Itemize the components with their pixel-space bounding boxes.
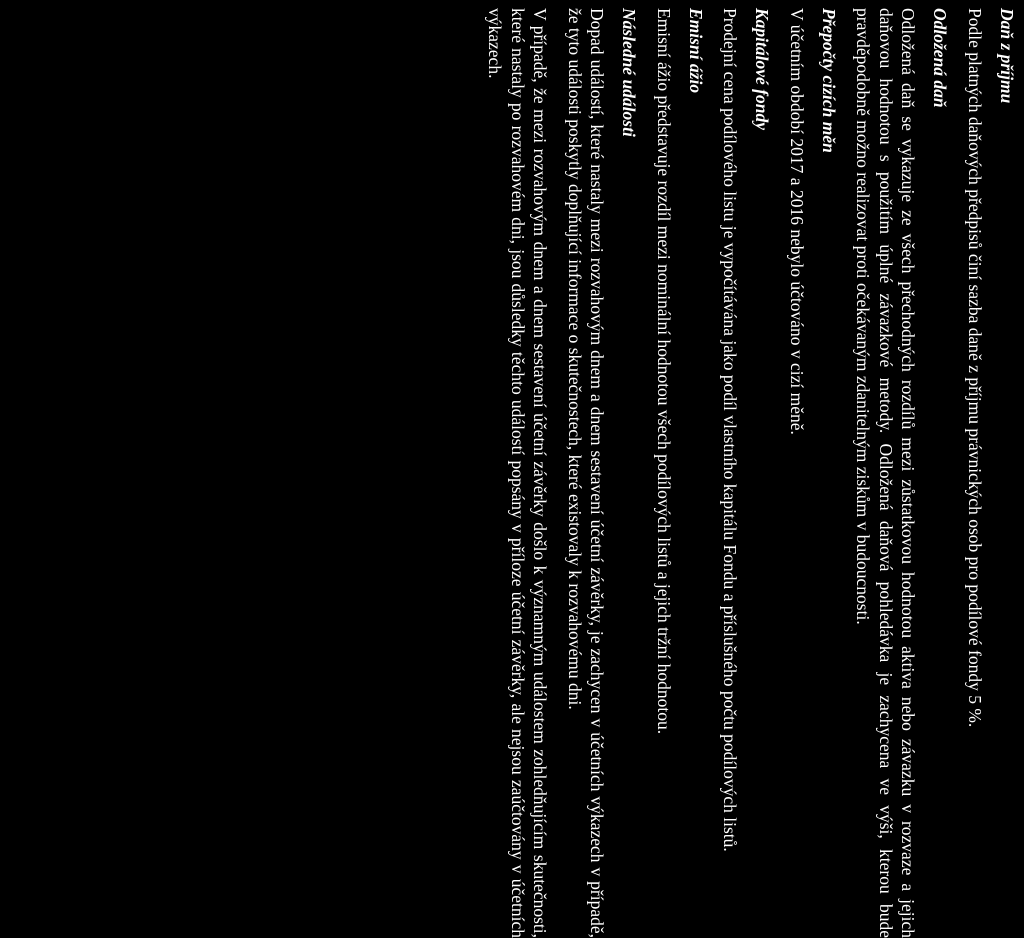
heading-subsequent-events: Následné události	[619, 8, 640, 137]
paragraph-subsequent-events-2: V případě, že mezi rozvahovým dnem a dnem sestavení účetní závěrky došlo k významným událostem zohledňujícím skutečnosti, které nastaly po rozvahovém dni, jsou důsledky těchto událostí popsány v příloze účetní závěrky, ale nejsou zaúčtovány v účetních výkazech.	[485, 8, 551, 938]
paragraph-currency-translation: V účetním období 2017 a 2016 nebylo účtováno v cizí měně.	[787, 8, 807, 435]
heading-deferred-tax: Odložená daň	[930, 8, 951, 108]
paragraph-income-tax: Podle platných daňových předpisů činí sazba daně z příjmu právnických osob pro podílové fondy 5 %.	[965, 8, 985, 728]
paragraph-share-premium: Emisní ážio představuje rozdíl mezi nominální hodnotou všech podílových listů a jejich tržní hodnotou.	[654, 8, 674, 735]
paragraph-subsequent-events: Dopad událostí, které nastaly mezi rozvahovým dnem a dnem sestavení účetní závěrky, je zachycen v účetních výkazech v případě, že tyto události poskytly doplňující informace o skutečnostech, které existovaly k rozvahovému dni.	[565, 8, 608, 938]
paragraph-deferred-tax: Odložená daň se vykazuje ze všech přechodných rozdílů mezi zůstatkovou hodnotou aktiva nebo závazku v rozvaze a jejich daňovou hodnotou s použitím úplné závazkové metody. Odložená daňová pohledávka je zachycena ve výši, kterou bude pravděpodobně možno realizovat proti očekávaným zdanitelným ziskům v budoucnosti.	[853, 8, 919, 938]
heading-share-premium: Emisní ážio	[686, 8, 706, 94]
paragraph-capital-funds: Prodejní cena podílového listu je vypočítávána jako podíl vlastního kapitálu Fondu a příslušného počtu podílových listů.	[720, 8, 741, 852]
heading-currency-translation: Přepočty cizích měn	[819, 8, 839, 153]
heading-capital-funds: Kapitálové fondy	[752, 8, 773, 130]
document-body	[484, 8, 1018, 938]
heading-income-tax: Daň z příjmu	[997, 8, 1017, 104]
